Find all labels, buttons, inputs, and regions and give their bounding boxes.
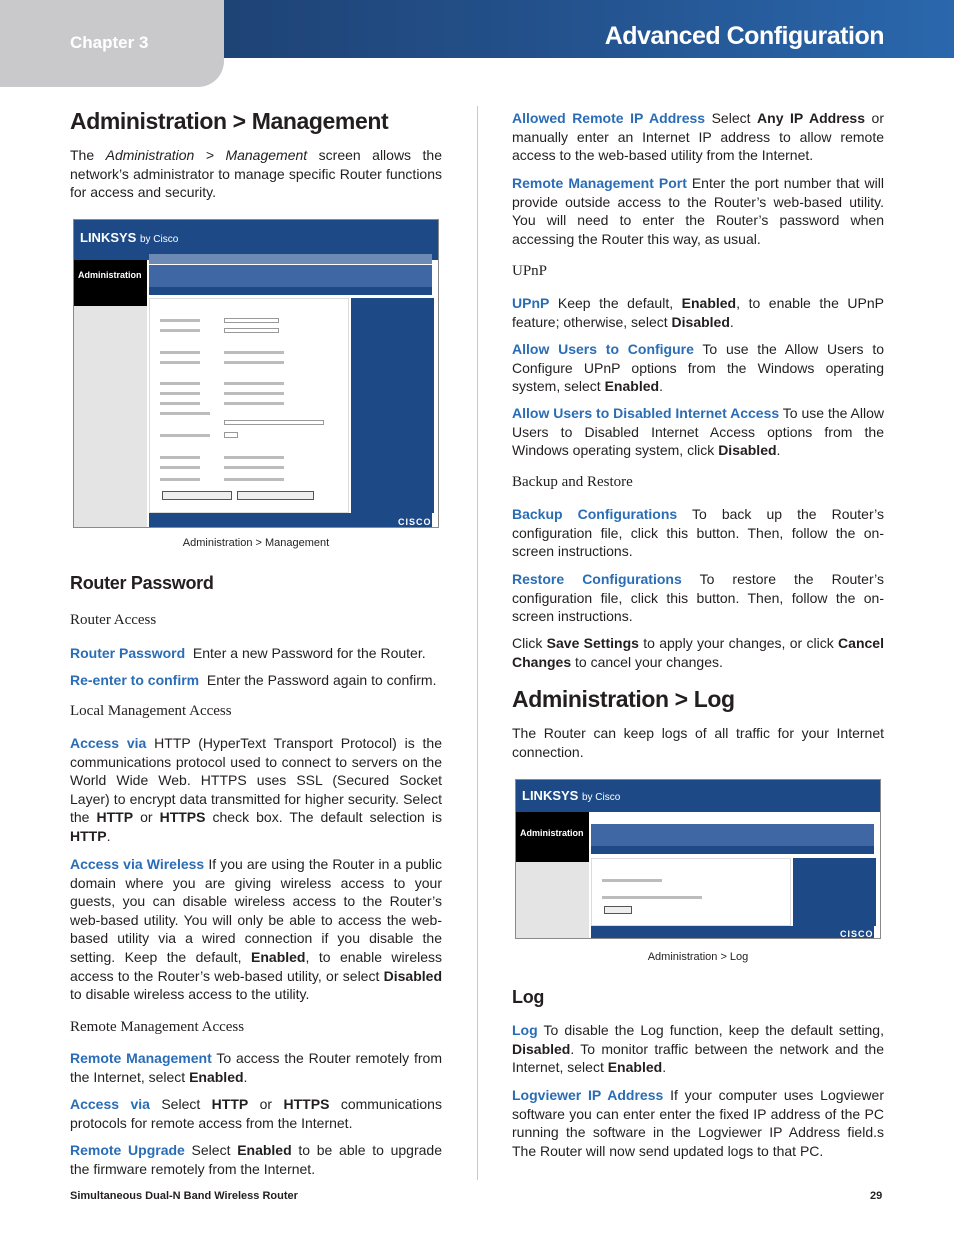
para-logviewer: Logviewer IP Address If your computer uses Logviewer software you can enter enter the fixed IP address of the PC running the software in the Logviewer IP Address field.s The Router will now send updated logs to that PC. [512,1087,884,1159]
para-allow-configure: Allow Users to Configure To use the Allow Users to Configure UPnP options from the Windows operating system, select Enabled. [512,341,885,395]
para-access-via: Access via HTTP (HyperText Transport Protocol) is the communications protocol used to connect to servers on the World Wide Web. HTTPS uses SSL (Secured Socket Layer) to encrypt data transmitted for higher security. Select the HTTP or HTTPS check box. The default selection is HTTP. [70,735,442,844]
heading-log: Log [512,987,545,1007]
para-remote-upgrade: Remote Upgrade Select Enabled to be able to upgrade the firmware remotely from the Internet. [70,1142,442,1177]
para-save-settings: Click Save Settings to apply your changes, or click Cancel Changes to cancel your changes. [512,635,884,670]
para-remote-management: Remote Management To access the Router remotely from the Internet, select Enabled. [70,1050,442,1085]
para-backup: Backup Configurations To back up the Router’s configuration file, click this button. Then, follow the on-screen instructions. [512,506,884,560]
heading-router-password: Router Password [70,573,214,593]
para-remote-access-via: Access via Select HTTP or HTTPS communications protocols for remote access from the Internet. [70,1096,442,1131]
log-screenshot: LINKSYS by Cisco Administration CISCO [515,779,881,939]
chapter-tab [0,0,224,87]
management-screenshot: LINKSYS by Cisco Administration CISCO [73,219,439,528]
section-title: Advanced Configuration [604,22,884,50]
para-allow-disable: Allow Users to Disabled Internet Access To use the Allow Users to Disabled Internet Access options from the Windows operating system, click Disabled. [512,405,884,459]
para-reenter: Re-enter to confirm Enter the Password again to confirm. [70,672,437,688]
para-allowed-ip: Allowed Remote IP Address Select Any IP Address or manually enter an Internet IP address to allow remote access to the web-based utility from the Internet. [512,110,884,164]
para-restore: Restore Configurations To restore the Router’s configuration file, click this button. Then, follow the on-screen instructions. [512,571,884,625]
heading-upnp: UPnP [512,263,548,279]
figure-caption-log: Administration > Log [647,951,749,963]
heading-router-access: Router Access [70,612,157,628]
footer-product: Simultaneous Dual-N Band Wireless Router [70,1190,298,1202]
para-log: Log To disable the Log function, keep the default setting, Disabled. To monitor traffic between the network and the Internet, select Enabled. [512,1022,884,1076]
heading-local-management: Local Management Access [70,703,232,719]
intro-paragraph: The Administration > Management screen allows the network’s administrator to manage specific Router functions for access and security. [70,147,443,201]
column-divider [477,106,478,1180]
para-access-wireless: Access via Wireless If you are using the Router in a public domain where you are giving wireless access to your guests, you can disable wireless access to the Router’s web-based utility. You will only be able to access the web-based utility via a wired connection if you disable the setting. Keep the default, Enabled, to enable wireless access to the Router’s web-based utility, or select Disabled to disable wireless access to the utility. [70,856,443,1003]
footer-page-number: 29 [870,1190,883,1202]
heading-admin-management: Administration > Management [70,108,389,134]
chapter-label: Chapter 3 [70,33,149,52]
heading-backup-restore: Backup and Restore [512,474,633,490]
para-router-password: Router Password Enter a new Password for the Router. [70,645,426,661]
para-upnp: UPnP Keep the default, Enabled, to enable the UPnP feature; otherwise, select Disabled. [512,295,884,330]
heading-admin-log: Administration > Log [512,686,735,712]
figure-caption-management: Administration > Management [182,537,330,549]
heading-remote-management: Remote Management Access [70,1019,245,1035]
para-remote-port: Remote Management Port Enter the port number that will provide outside access to the Router’s web-based utility. You will need to enter the Router’s password when accessing the Router this way, as usual. [512,175,884,247]
para-log-intro: The Router can keep logs of all traffic for your Internet connection. [512,725,884,760]
